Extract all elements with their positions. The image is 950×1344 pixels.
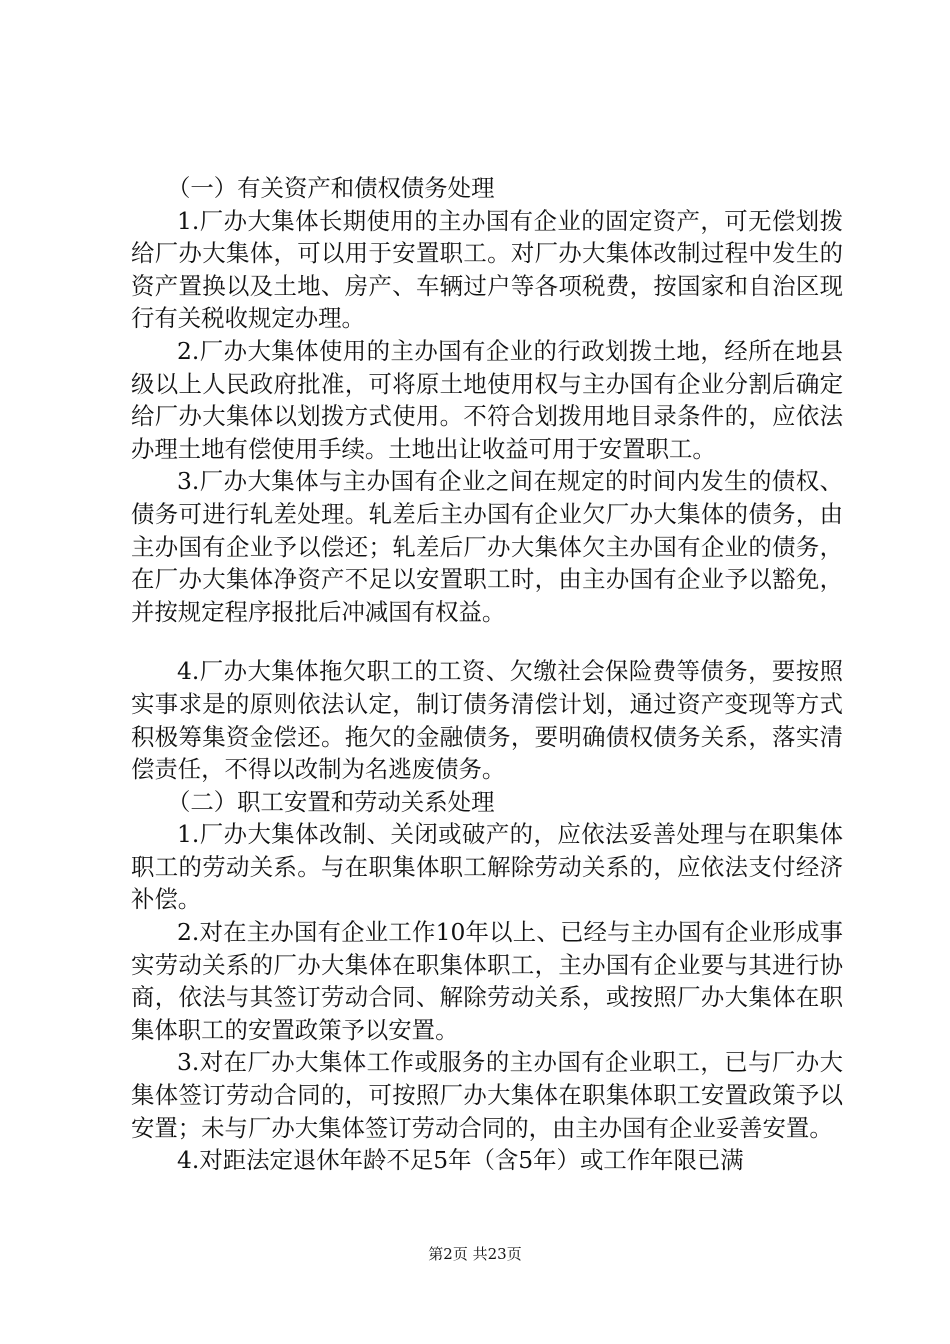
paragraph-gap <box>131 628 843 655</box>
paragraph-wage-arrears: 4.厂办大集体拖欠职工的工资、欠缴社会保险费等债务，要按照实事求是的原则依法认定，制订债务清偿计划，通过资产变现等方式积极筹集资金偿还。拖欠的金融债务，要明确债权债务关系，落实清偿责任，不得以改制为名逃废债务。 <box>131 657 843 784</box>
section-heading-staff: （二）职工安置和劳动关系处理 <box>167 787 495 816</box>
paragraph-state-staff: 3.对在厂办大集体工作或服务的主办国有企业职工，已与厂办大集体签订劳动合同的，可按照厂办大集体在职集体职工安置政策予以安置；未与厂办大集体签订劳动合同的，由主办国有企业妥善安置。 <box>131 1048 843 1142</box>
paragraph-fixed-assets: 1.厂办大集体长期使用的主办国有企业的固定资产，可无偿划拨给厂办大集体，可以用于安置职工。对厂办大集体改制过程中发生的资产置换以及土地、房产、车辆过户等各项税费，按国家和自治区现行有关税收规定办理。 <box>131 206 843 333</box>
paragraph-ten-years: 2.对在主办国有企业工作10年以上、已经与主办国有企业形成事实劳动关系的厂办大集体在职集体职工，主办国有企业要与其进行协商，依法与其签订劳动合同、解除劳动关系，或按照厂办大集体在职集体职工的安置政策予以安置。 <box>131 918 843 1044</box>
section-heading-assets: （一）有关资产和债权债务处理 <box>167 174 495 202</box>
paragraph-land-use: 2.厂办大集体使用的主办国有企业的行政划拨土地，经所在地县级以上人民政府批准，可将原土地使用权与主办国有企业分割后确定给厂办大集体以划拨方式使用。不符合划拨用地目录条件的，应依法办理土地有偿使用手续。土地出让收益可用于安置职工。 <box>131 336 843 463</box>
page-number-footer: 第2页 共23页 <box>428 1245 522 1263</box>
paragraph-debt-offset: 3.厂办大集体与主办国有企业之间在规定的时间内发生的债权、债务可进行轧差处理。轧差后主办国有企业欠厂办大集体的债务，由主办国有企业予以偿还；轧差后厂办大集体欠主办国有企业的债务，在厂办大集体净资产不足以安置职工时，由主办国有企业予以豁免，并按规定程序报批后冲减国有权益。 <box>131 467 843 626</box>
paragraph-labor-relations: 1.厂办大集体改制、关闭或破产的，应依法妥善处理与在职集体职工的劳动关系。与在职集体职工解除劳动关系的，应依法支付经济补偿。 <box>131 820 843 914</box>
document-body <box>131 172 843 1177</box>
paragraph-retirement: 4.对距法定退休年龄不足5年（含5年）或工作年限已满 <box>177 1146 744 1175</box>
